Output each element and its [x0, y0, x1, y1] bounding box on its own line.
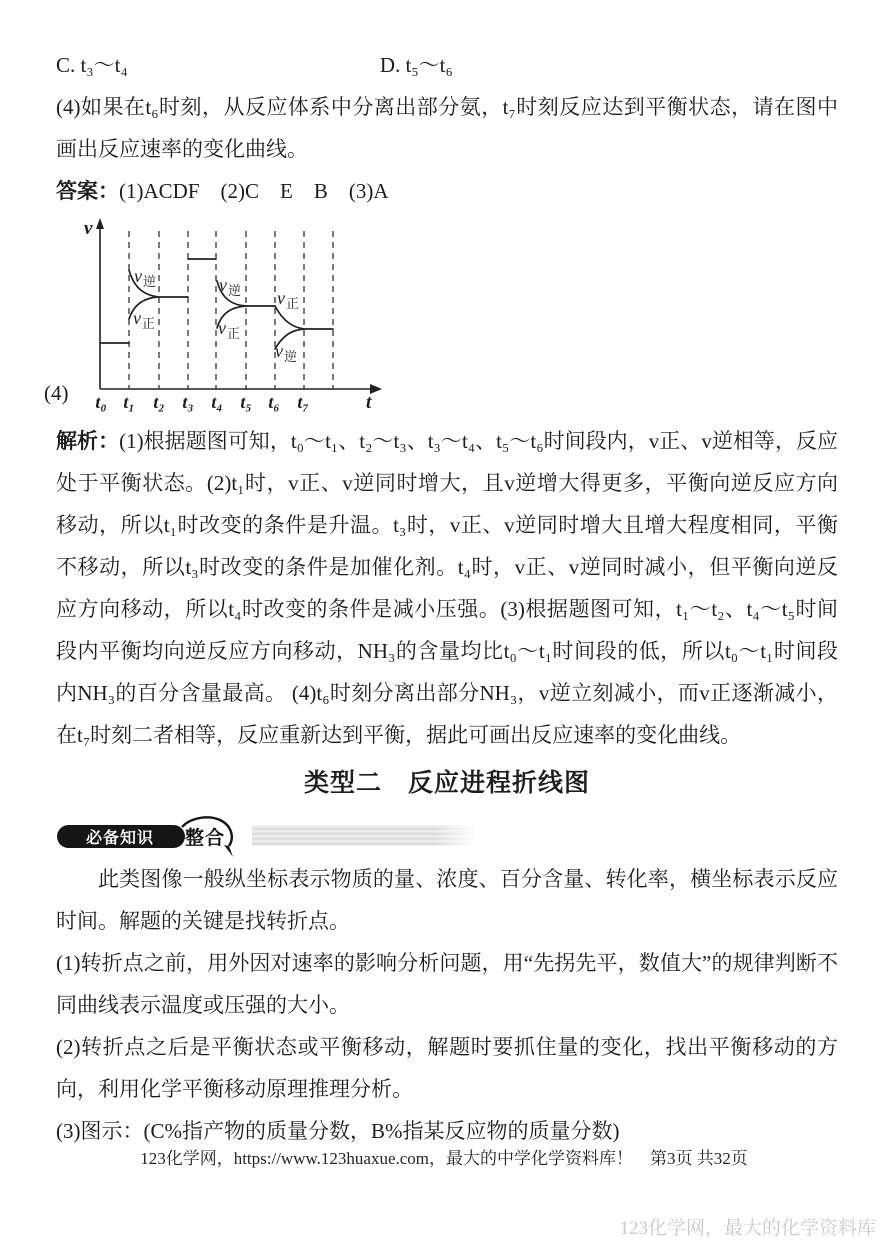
page-footer: 123化学网，https://www.123huaxue.com，最大的中学化学资料库！ 第3页 共32页	[140, 1149, 748, 1168]
knowledge-point-1: (1)转折点之前，用外因对速率的影响分析问题，用“先拐先平，数值大”的规律判断不同曲线表示温度或压强的大小。	[56, 951, 838, 1017]
analysis-paragraph	[56, 420, 838, 756]
knowledge-point-3: (3)图示：(C%指产物的质量分数，B%指某反应物的质量分数)	[56, 1119, 620, 1143]
y-axis-arrow-icon	[96, 218, 104, 229]
x-axis-label: t	[366, 392, 372, 413]
knowledge-point-2: (2)转折点之后是平衡状态或平衡移动，解题时要抓住量的变化，找出平衡移动的方向，利用化学平衡移动原理推理分析。	[56, 1035, 838, 1101]
question-4-text: (4)如果在t₆时刻，从反应体系中分离出部分氨，t₇时刻反应达到平衡状态，请在图中画出反应速率的变化曲线。	[56, 95, 838, 161]
choice-options-row	[56, 44, 838, 86]
badge-stripe-bar	[252, 825, 476, 846]
rate-time-graph	[56, 216, 396, 418]
answer-line	[56, 170, 838, 212]
watermark: 123化学网，最大的化学资料库	[619, 1218, 876, 1239]
option-d: D. t₅～t₆	[379, 53, 453, 77]
figure-caption: (4)	[44, 381, 69, 405]
curve-label-forward-1: v正	[133, 308, 156, 331]
knowledge-intro: 此类图像一般纵坐标表示物质的量、浓度、百分含量、转化率，横坐标表示反应时间。解题的关键是找转折点。	[56, 867, 838, 933]
rate-time-figure	[44, 216, 838, 418]
knowledge-badge-row	[56, 814, 838, 858]
tick-t3: t₃	[182, 392, 194, 412]
x-axis-arrow-icon	[370, 384, 382, 394]
answer-label: 答案：	[56, 179, 119, 203]
answer-text: (1)ACDF (2)C E B (3)A	[119, 179, 389, 203]
y-axis-label: v	[84, 218, 93, 239]
tick-t0: t₀	[95, 392, 107, 412]
curve-label-forward-3: v正	[277, 288, 300, 311]
curve-label-reverse-2: v逆	[219, 275, 242, 298]
tick-t2: t₂	[153, 392, 165, 412]
analysis-label: 解析：	[56, 429, 120, 453]
badge-left-text: 必备知识	[85, 830, 155, 847]
knowledge-badge	[56, 814, 248, 858]
curve-label-reverse-3: v逆	[275, 341, 298, 364]
x-tick-labels	[95, 392, 308, 412]
tick-t5: t₅	[240, 392, 252, 412]
option-c: C. t₃～t₄	[56, 53, 128, 77]
badge-right-text: 整合	[184, 828, 226, 849]
tick-t7: t₇	[297, 392, 309, 412]
tick-t6: t₆	[268, 392, 280, 412]
tick-t4: t₄	[211, 392, 223, 412]
tick-t1: t₁	[123, 392, 135, 412]
analysis-text: (1)根据题图可知，t₀～t₁、t₂～t₃、t₃～t₄、t₅～t₆时间段内，v正、v逆相等，反应处于平衡状态。(2)t₁时，v正、v逆同时增大，且v逆增大得更多，平衡向逆反应方向移动，所以t₁时改变的条件是升温。t₃时，v正、v逆同时增大且增大程度相同，平衡不移动，所以t₃时改变的条件是加催化剂。t₄时，v正、v逆同时减小，但平衡向逆反应方向移动，所以t₄时改变的条件是减小压强。(3)根据题图可知，t₁～t₂、t₄～t₅时间段内平衡均向逆反应方向移动，NH₃的含量均比t₀～t₁时间段的低，所以t₀～t₁时间段内NH₃的百分含量最高。 (4)t₆时刻分离出部分NH₃，v逆立刻减小，而v正逐渐减小，在t₇时刻二者相等，反应重新达到平衡，据此可画出反应速率的变化曲线。	[56, 429, 839, 747]
badge-arc-tail-icon	[224, 845, 233, 857]
section-title: 类型二 反应进程折线图	[303, 769, 590, 797]
curve-label-reverse-1: v逆	[134, 266, 157, 289]
curve-label-forward-2: v正	[218, 318, 241, 341]
